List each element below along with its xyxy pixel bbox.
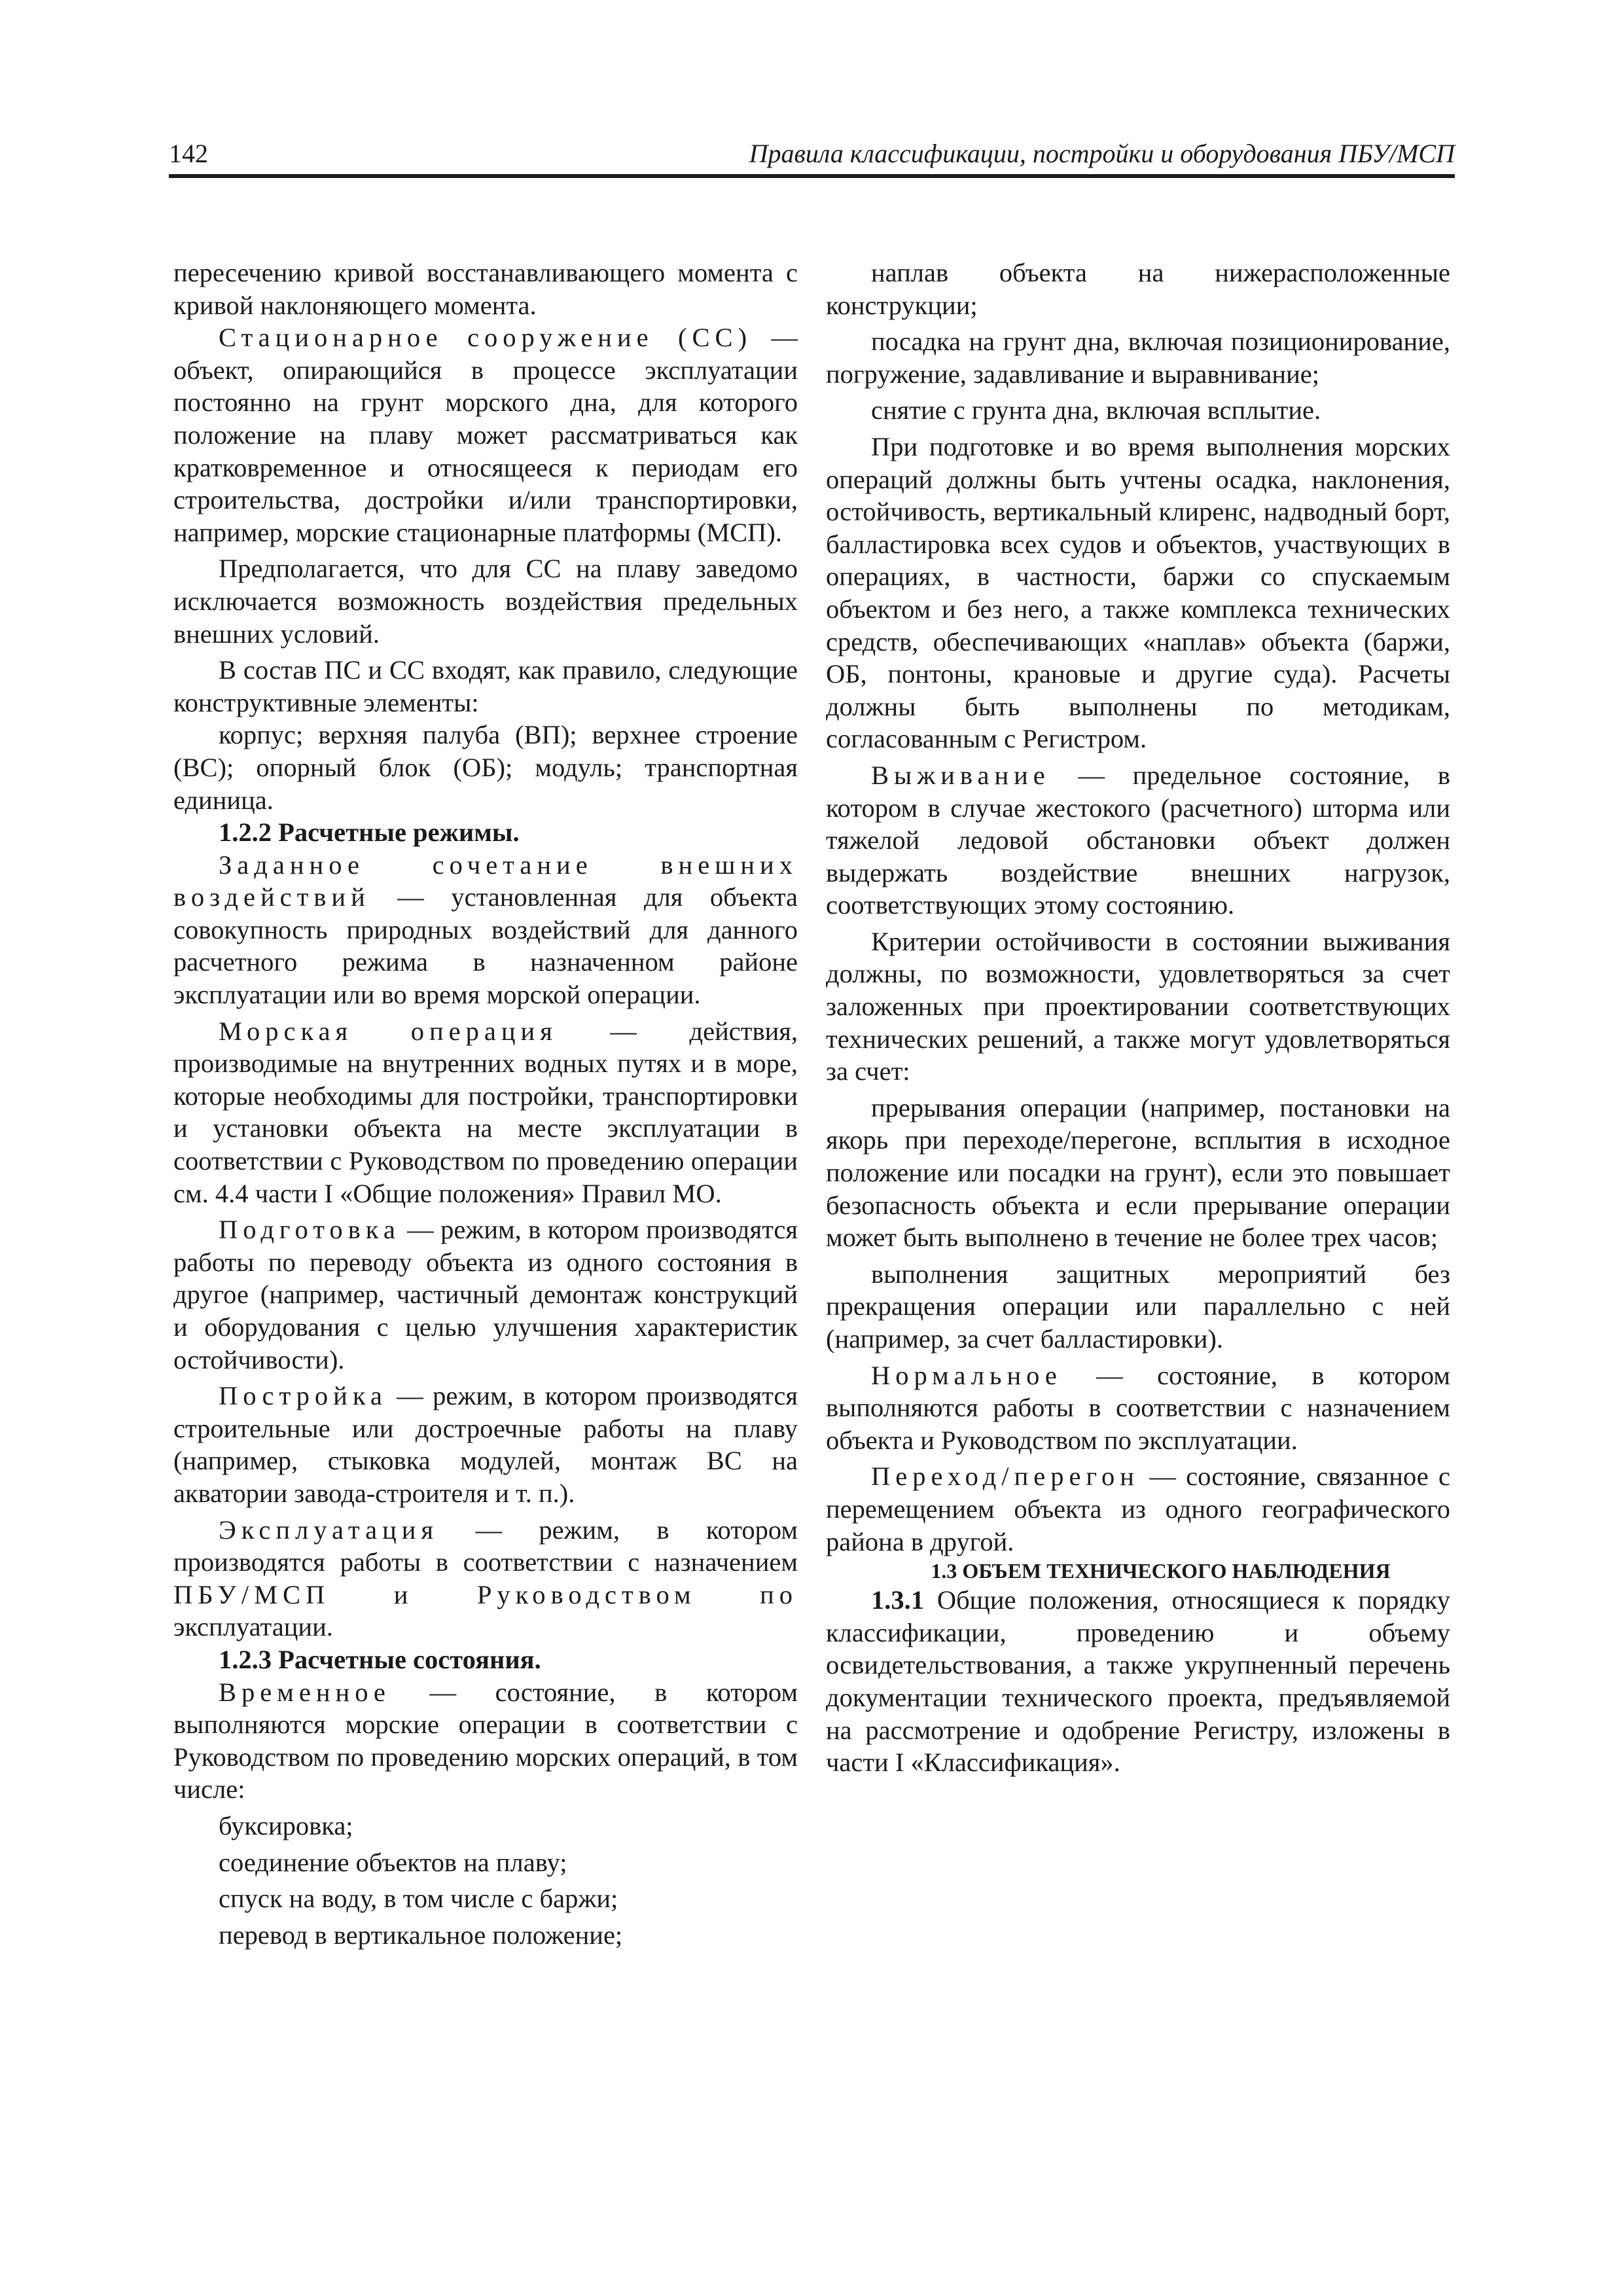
paragraph: корпус; верхняя палуба (ВП); верхнее строение (ВС); опорный блок (ОБ); модуль; транспортная единица. — [173, 720, 798, 815]
definition-text: — режим, в котором производятся работы в соответствии с назначением — [173, 1515, 798, 1577]
definition-text: — режим, в котором производятся работы по переводу объекта из одного состояния в другое (например, частичный демонтаж конструкций и оборудования с целью улучшения характеристик остойчивости). — [173, 1215, 798, 1374]
definition-text: — состояние, в котором выполняются морские операции в соответствии с Руководством по проведению морских операций, в том числе: — [173, 1677, 798, 1804]
paragraph: При подготовке и во время выполнения морских операций должны быть учтены осадка, наклонения, остойчивость, вертикальный клиренс, надводный борт, балластировка всех судов и объектов, участвующих в операциях, в частности, баржи со спускаемым объектом и без него, а также комплекса технических средств, обеспечивающих «наплав» объекта (баржи, ОБ, понтоны, крановые и другие суда). Расчеты должны быть выполнены по методикам, согласованным с Регистром. — [826, 431, 1450, 754]
definition-text: эксплуатации. — [173, 1612, 333, 1642]
definition-text: — действия, производимые на внутренних водных путях и в море, которые необходимы для постройки, транспортировки и установки объекта на месте эксплуатации в соответствии с Руководством по проведению операции см. 4.4 части I «Общие положения» Правил МО. — [173, 1016, 798, 1208]
definition-text: — предельное состояние, в котором в случае жестокого (расчетного) шторма или тяжелой ледовой обстановки объект должен выдержать воздействие внешних нагрузок, соответствующих этому состоянию. — [826, 760, 1450, 920]
definition-marine-operation — [173, 1015, 798, 1210]
definition-preparation — [173, 1213, 798, 1376]
list-item: снятие с грунта дна, включая всплытие. — [871, 395, 1321, 425]
paragraph: Предполагается, что для СС на плаву заведомо исключается возможность воздействия предельных внешних условий. — [173, 554, 798, 649]
definition-transit — [826, 1460, 1450, 1558]
term: Заданное сочетание внешних воздействий — [173, 850, 798, 912]
definition-stationary-structure — [173, 321, 798, 548]
definition-text: — состояние, в котором выполняются работы в соответствии с назначением объекта и Руководством по эксплуатации. — [826, 1360, 1450, 1455]
list-item: буксировка; — [219, 1810, 353, 1840]
running-title: Правила классификации, постройки и оборудования ПБУ/МСП — [749, 139, 1455, 168]
paragraph-text: Общие положения, относящиеся к порядку классификации, проведению и объему освидетельствования, а также укрупненный перечень документации технического проекта, предъявляемой на рассмотрение и одобрение Регистру, изложены в части I «Классификация». — [826, 1585, 1450, 1778]
term: Нормальное — [871, 1360, 1062, 1390]
definition-operation — [173, 1514, 798, 1643]
definition-text: — установленная для объекта совокупность природных воздействий для данного расчетного режима в назначенном районе эксплуатации или во время морской операции. — [173, 882, 798, 1010]
definition-text: — режим, в котором производятся строительные или достроечные работы на плаву (например, стыковка модулей, монтаж ВС на акватории завода-строителя и т. п.). — [173, 1381, 798, 1508]
definition-text: — состояние, связанное с перемещением объекта из одного географического района в другой. — [826, 1462, 1450, 1556]
definition-survival — [826, 759, 1450, 922]
paragraph-1-3-1 — [826, 1584, 1450, 1779]
term: Подготовка — [219, 1215, 401, 1245]
list-item: соединение объектов на плаву; — [219, 1847, 567, 1877]
heading-text: 1.2.3 Расчетные состояния. — [219, 1644, 541, 1674]
list-item: посадка на грунт дна, включая позиционирование, погружение, задавливание и выравнивание; — [826, 327, 1450, 389]
section-title: 1.3 ОБЪЕМ ТЕХНИЧЕСКОГО НАБЛЮДЕНИЯ — [931, 1559, 1391, 1583]
heading-1-2-2 — [173, 816, 798, 849]
list-item: спуск на воду, в том числе с баржи; — [219, 1884, 618, 1914]
header-rule — [169, 174, 1455, 178]
term: Выживание — [871, 760, 1050, 790]
term: Временное — [219, 1677, 391, 1707]
heading-text: 1.2.2 Расчетные режимы. — [219, 817, 520, 848]
paragraph: пересечению кривой восстанавливающего момента с кривой наклоняющего момента. — [173, 258, 798, 320]
list-item: выполнения защитных мероприятий без прекращения операции или параллельно с ней (например, за счет балластировки). — [826, 1259, 1450, 1354]
clause-number: 1.3.1 — [871, 1585, 924, 1615]
list-item: наплав объекта на нижерасположенные конструкции; — [826, 258, 1450, 320]
definition-text: — объект, опирающийся в процессе эксплуатации постоянно на грунт морского дна, для которого положение на плаву может рассматриваться как кратковременное и относящееся к периодам его строительства, достройки и/или транспортировки, например, морские стационарные платформы (МСП). — [173, 323, 798, 547]
term: Морская операция — [219, 1016, 558, 1046]
list-item: прерывания операции (например, постановки на якорь при переходе/перегоне, всплытия в исходное положение или посадки на грунт), если это повышает безопасность объекта и если прерывание операции может быть выполнено в течение не более трех часов; — [826, 1092, 1450, 1253]
definition-construction — [173, 1380, 798, 1509]
term: Переход/перегон — [871, 1462, 1139, 1492]
paragraph: В состав ПС и СС входят, как правило, следующие конструктивные элементы: — [173, 655, 798, 717]
list-item: перевод в вертикальное положение; — [219, 1920, 623, 1950]
definition-temporary — [173, 1676, 798, 1806]
definition-normal — [826, 1359, 1450, 1457]
page-number: 142 — [169, 139, 208, 168]
definition-combination — [173, 849, 798, 1011]
term: Стационарное сооружение (СС) — [219, 323, 753, 353]
left-column — [173, 257, 798, 1951]
term: ПБУ/МСП и Руководством по — [173, 1579, 798, 1609]
term: Постройка — [219, 1381, 387, 1411]
heading-1-2-3 — [173, 1643, 798, 1676]
right-column — [826, 257, 1450, 1779]
paragraph: Критерии остойчивости в состоянии выживания должны, по возможности, удовлетворяться за счет заложенных при проектировании соответствующих технических решений, а также могут удовлетворяться за счет: — [826, 926, 1450, 1086]
term: Эксплуатация — [219, 1515, 439, 1545]
